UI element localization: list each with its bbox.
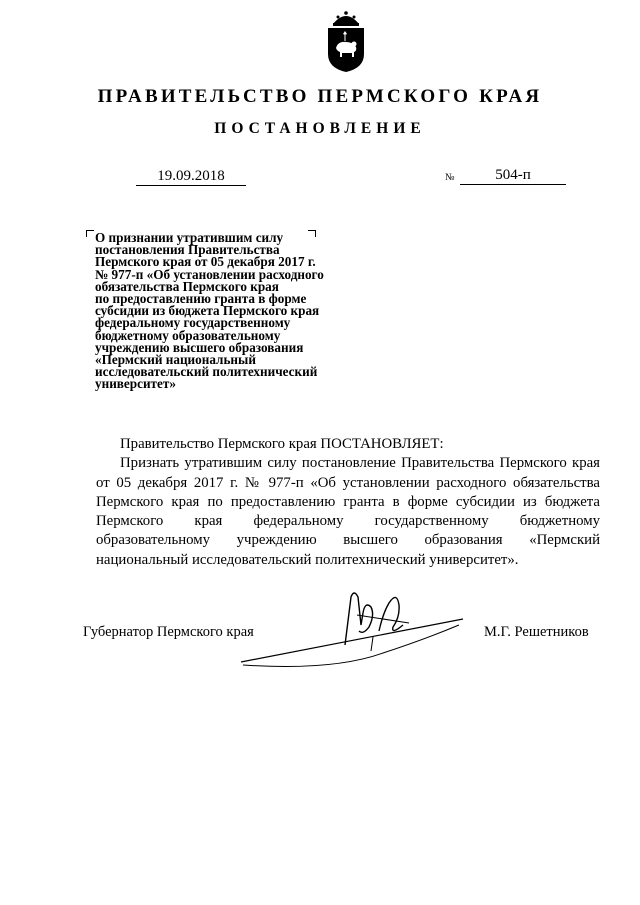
handwritten-signature xyxy=(233,585,473,675)
subject-line: «Пермский национальный xyxy=(95,351,256,367)
subject-line: исследовательский политехнический xyxy=(95,364,318,380)
document-number: 504-п xyxy=(460,166,566,185)
subject-line: учреждению высшего образования xyxy=(95,339,304,355)
number-label: № xyxy=(445,172,455,183)
subject-line: обязательства Пермского края xyxy=(95,278,279,294)
subject-line: О признании утратившим силу xyxy=(95,230,284,245)
subject-line: по предоставлению гранта в форме xyxy=(95,290,307,306)
signatory-name: М.Г. Решетников xyxy=(484,624,589,640)
document-date: 19.09.2018 xyxy=(136,167,246,186)
decree-paragraph: Признать утратившим силу постановление Правительства Пермского края от 05 декабря 2017 г. № 977-п «Об установлении расходного обязательства Пермского края по предоставлению гранта в форме субсидии из бюджета Пермского края федеральному государственному бюджетному образовательному учреждению высшего образования «Пермский национальный исследовательский политехнический университет». xyxy=(96,455,600,568)
perm-krai-coat-of-arms-icon xyxy=(324,10,368,74)
subject-line: Пермского края от 05 декабря 2017 г. xyxy=(95,254,316,270)
subject-line: университет» xyxy=(95,376,176,392)
subject-line: бюджетному образовательному xyxy=(95,327,281,343)
government-title: ПРАВИТЕЛЬСТВО ПЕРМСКОГО КРАЯ xyxy=(97,86,543,107)
subject-line: федеральному государственному xyxy=(95,315,291,331)
subject-line: постановления Правительства xyxy=(95,242,280,258)
document-subject xyxy=(95,232,375,390)
subject-bracket-left xyxy=(86,230,94,237)
subject-line: № 977-п «Об установлении расходного xyxy=(95,266,324,282)
decree-intro: Правительство Пермского края ПОСТАНОВЛЯЕТ: xyxy=(120,436,444,452)
document-type: ПОСТАНОВЛЕНИЕ xyxy=(214,120,426,137)
signatory-position: Губернатор Пермского края xyxy=(83,624,254,640)
subject-line: субсидии из бюджета Пермского края xyxy=(95,303,320,319)
decree-text xyxy=(96,435,600,570)
